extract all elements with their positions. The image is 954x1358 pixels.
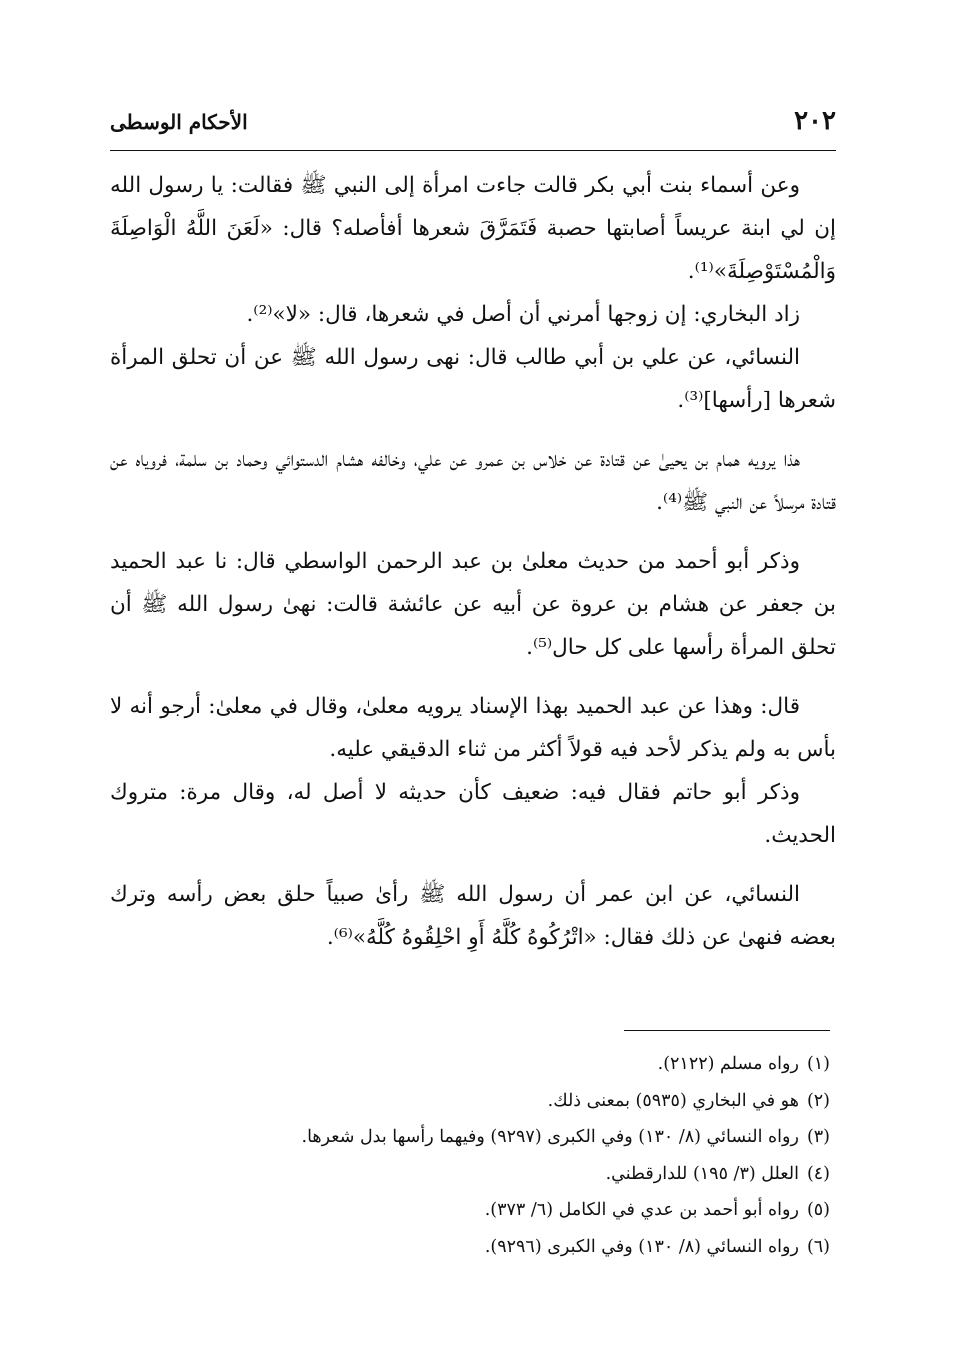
paragraph-nasai-ali: النسائي، عن علي بن أبي طالب قال: نهى رسول الله ﷺ عن أن تحلق المرأة شعرها [رأسها]⁽³⁾.	[110, 345, 836, 413]
main-text	[110, 164, 836, 959]
footnote-marker: (٣)	[806, 1127, 830, 1147]
page-header	[110, 92, 836, 151]
running-title: الأحكام الوسطى	[110, 110, 248, 134]
paragraph-hammam-chain: هذا يرويه همام بن يحيىٰ عن قتادة عن خلاس بن عمرو عن علي، وخالفه هشام الدستوائي وحماد بن سلمة، فروياه عن قتادة مرسلاً عن النبي ﷺ⁽⁴⁾.	[110, 447, 836, 515]
footnote-item	[110, 1046, 830, 1083]
footnote-marker: (٥)	[806, 1200, 830, 1220]
paragraph-abu-hatim: وذكر أبو حاتم فقال فيه: ضعيف كأن حديثه لا أصل له، وقال مرة: متروك الحديث.	[110, 780, 836, 848]
footnotes	[110, 1046, 830, 1265]
paragraph-abdulhamid-note: قال: وهذا عن عبد الحميد بهذا الإسناد يرويه معلىٰ، وقال في معلىٰ: أرجو أنه لا بأس به ولم يذكر لأحد فيه قولاً أكثر من ثناء الدقيقي عليه.	[110, 694, 836, 762]
footnote-text: رواه مسلم (٢١٢٢).	[657, 1054, 799, 1074]
footnote-text: رواه النسائي (٨/ ١٣٠) وفي الكبرى (٩٢٩٦).	[484, 1236, 799, 1257]
footnote-item	[110, 1229, 830, 1266]
paragraph-abu-ahmad: وذكر أبو أحمد من حديث معلىٰ بن عبد الرحمن الواسطي قال: نا عبد الحميد بن جعفر عن هشام بن عروة عن أبيه عن عائشة قالت: نهىٰ رسول الله ﷺ أن تحلق المرأة رأسها على كل حال⁽⁵⁾.	[110, 549, 836, 660]
footnote-marker: (٤)	[806, 1163, 830, 1184]
footnote-separator	[624, 1030, 830, 1031]
footnote-text: هو في البخاري (٥٩٣٥) بمعنى ذلك.	[547, 1090, 799, 1111]
footnote-text: رواه أبو أحمد بن عدي في الكامل (٦/ ٣٧٣).	[484, 1200, 799, 1220]
footnote-text: رواه النسائي (٨/ ١٣٠) وفي الكبرى (٩٢٩٧) وفيهما رأسها بدل شعرها.	[301, 1127, 799, 1147]
footnote-item	[110, 1156, 830, 1193]
footnote-item	[110, 1083, 830, 1120]
paragraph-asma-hadith: وعن أسماء بنت أبي بكر قالت جاءت امرأة إلى النبي ﷺ فقالت: يا رسول الله إن لي ابنة عريساً أصابتها حصبة فَتَمَرَّقَ شعرها أفأصله؟ قال: «لَعَنَ اللَّهُ الْوَاصِلَةَ وَالْمُسْتَوْصِلَةَ»⁽¹⁾.	[110, 173, 836, 284]
paragraph-nasai-ibn-umar: النسائي، عن ابن عمر أن رسول الله ﷺ رأىٰ صبياً حلق بعض رأسه وترك بعضه فنهىٰ عن ذلك فقال: «اتْرُكُوهُ كُلَّهُ أَوِ احْلِقُوهُ كُلَّهُ»⁽⁶⁾.	[110, 882, 836, 950]
footnote-marker: (٢)	[806, 1090, 830, 1111]
paragraph-bukhari-addition: زاد البخاري: إن زوجها أمرني أن أصل في شعرها، قال: «لا»⁽²⁾.	[246, 302, 800, 327]
page-number: ٢٠٢	[794, 106, 836, 136]
footnote-text: العلل (٣/ ١٩٥) للدارقطني.	[605, 1163, 799, 1184]
footnote-marker: (١)	[806, 1054, 830, 1074]
footnote-marker: (٦)	[806, 1236, 830, 1257]
footnote-item	[110, 1119, 830, 1156]
footnote-item	[110, 1192, 830, 1229]
